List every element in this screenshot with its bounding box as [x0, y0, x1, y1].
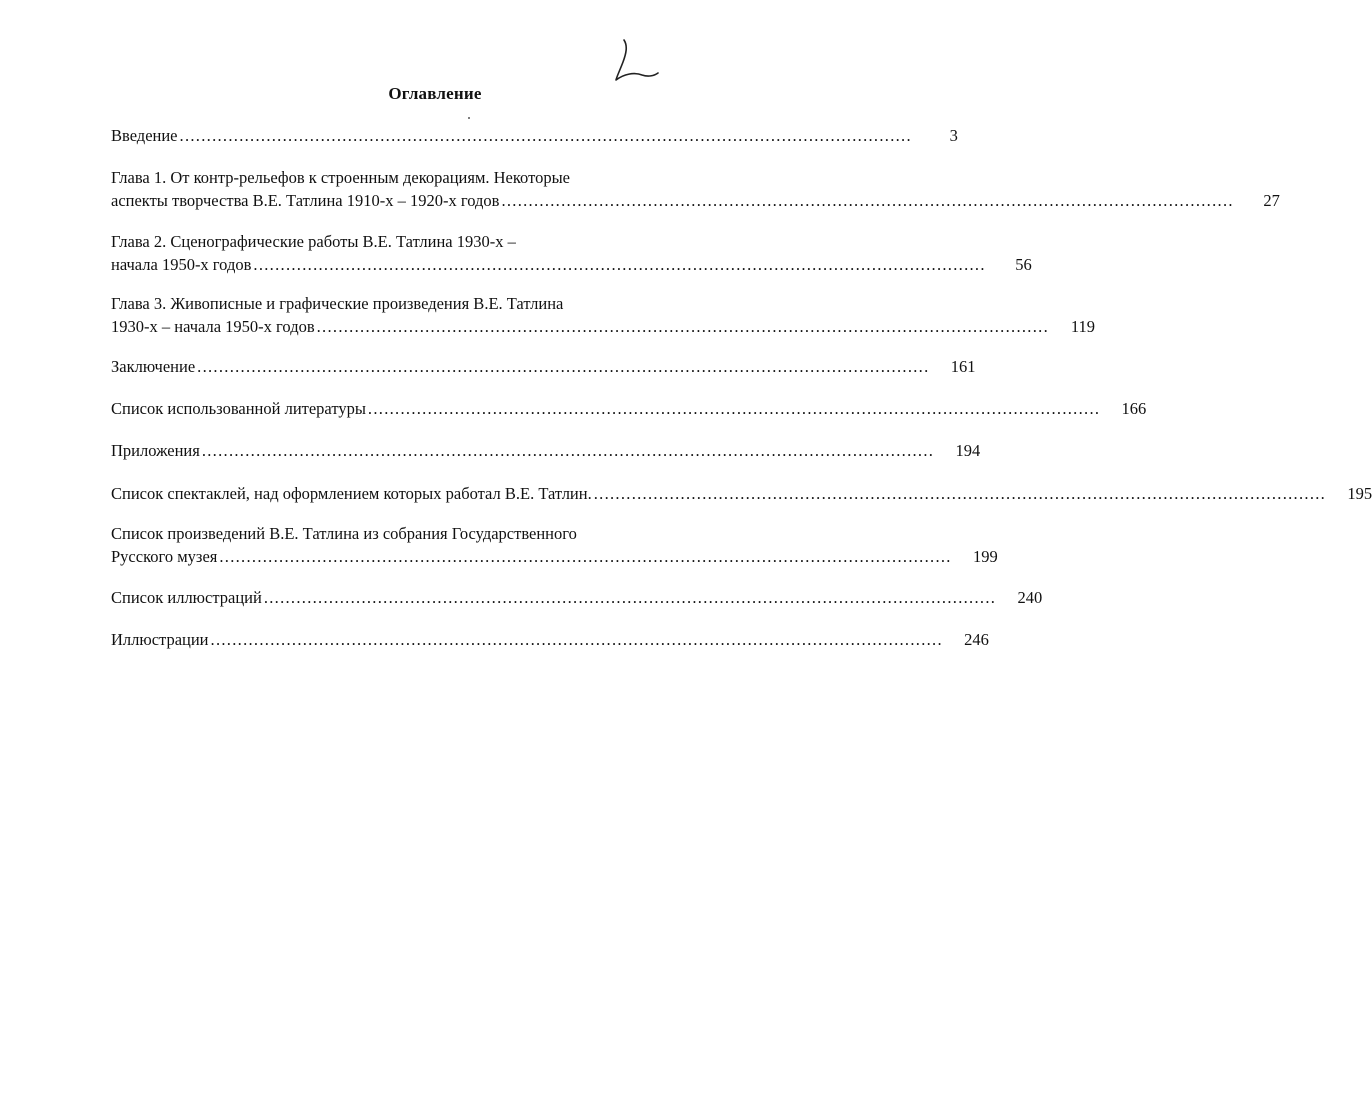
dot-leader: .......................................................................................................................................: [210, 630, 943, 649]
entry-page: 119: [1070, 317, 1095, 336]
dot-leader: .......................................................................................................................................: [219, 547, 952, 566]
entry-title-line-2: 1930-х – начала 1950-х годов: [111, 317, 315, 336]
dot-leader: .......................................................................................................................................: [593, 484, 1327, 503]
toc-entry-bibliography: [111, 397, 1147, 420]
entry-page: 166: [1121, 399, 1147, 418]
entry-page: 195: [1347, 484, 1372, 503]
entry-title-line-2: начала 1950-х годов: [111, 255, 252, 274]
entry-title: Список использованной литературы: [111, 399, 366, 418]
dot-leader: .......................................................................................................................................: [179, 126, 912, 145]
toc-entry-chapter-1: [111, 166, 1280, 212]
table-of-contents: [111, 0, 1372, 1095]
entry-title: Приложения: [111, 441, 200, 460]
dot-leader: .......................................................................................................................................: [253, 255, 986, 274]
entry-title-line-1: Глава 1. От контр-рельефов к строенным декорациям. Некоторые: [111, 168, 570, 187]
entry-title-line-2: Русского музея: [111, 547, 218, 566]
dot-leader: .......................................................................................................................................: [501, 191, 1234, 210]
dot-leader: .......................................................................................................................................: [197, 357, 930, 376]
toc-entry-introduction: [111, 124, 958, 147]
entry-title: Заключение: [111, 357, 196, 376]
toc-entry-conclusion: [111, 355, 976, 378]
toc-entry-chapter-2: [111, 230, 1032, 276]
entry-page: 3: [949, 126, 958, 145]
entry-page: 27: [1263, 191, 1280, 210]
dot-leader: .......................................................................................................................................: [316, 317, 1049, 336]
dot-leader: .......................................................................................................................................: [263, 588, 997, 607]
entry-title: Иллюстрации: [111, 630, 209, 649]
entry-title-line-2: аспекты творчества В.Е. Татлина 1910-х – 1920-х годов: [111, 191, 500, 210]
toc-entry-illustrations: [111, 628, 989, 651]
entry-page: 56: [1015, 255, 1032, 274]
entry-title-line-1: Глава 3. Живописные и графические произведения В.Е. Татлина: [111, 294, 564, 313]
entry-title-line-1: Список произведений В.Е. Татлина из собрания Государственного: [111, 524, 577, 543]
entry-page: 240: [1017, 588, 1043, 607]
entry-page: 161: [950, 357, 976, 376]
toc-entry-chapter-3: [111, 292, 1095, 338]
toc-entry-performances-list: [111, 482, 1372, 505]
entry-page: 199: [972, 547, 998, 566]
page-title: Оглавление: [388, 84, 482, 103]
entry-title: Список спектаклей, над оформлением которых работал В.Е. Татлин.: [111, 484, 592, 503]
toc-entry-appendices: [111, 439, 981, 462]
entry-title-line-1: Глава 2. Сценографические работы В.Е. Татлина 1930-х –: [111, 232, 516, 251]
toc-entry-illustrations-list: [111, 586, 1043, 609]
toc-entry-works-list: [111, 522, 998, 568]
entry-page: 194: [955, 441, 981, 460]
entry-page: 246: [964, 630, 989, 649]
entry-title: Список иллюстраций: [111, 588, 262, 607]
dot-leader: .......................................................................................................................................: [367, 399, 1101, 418]
dot-leader: .......................................................................................................................................: [201, 441, 935, 460]
entry-title: Введение: [111, 126, 178, 145]
